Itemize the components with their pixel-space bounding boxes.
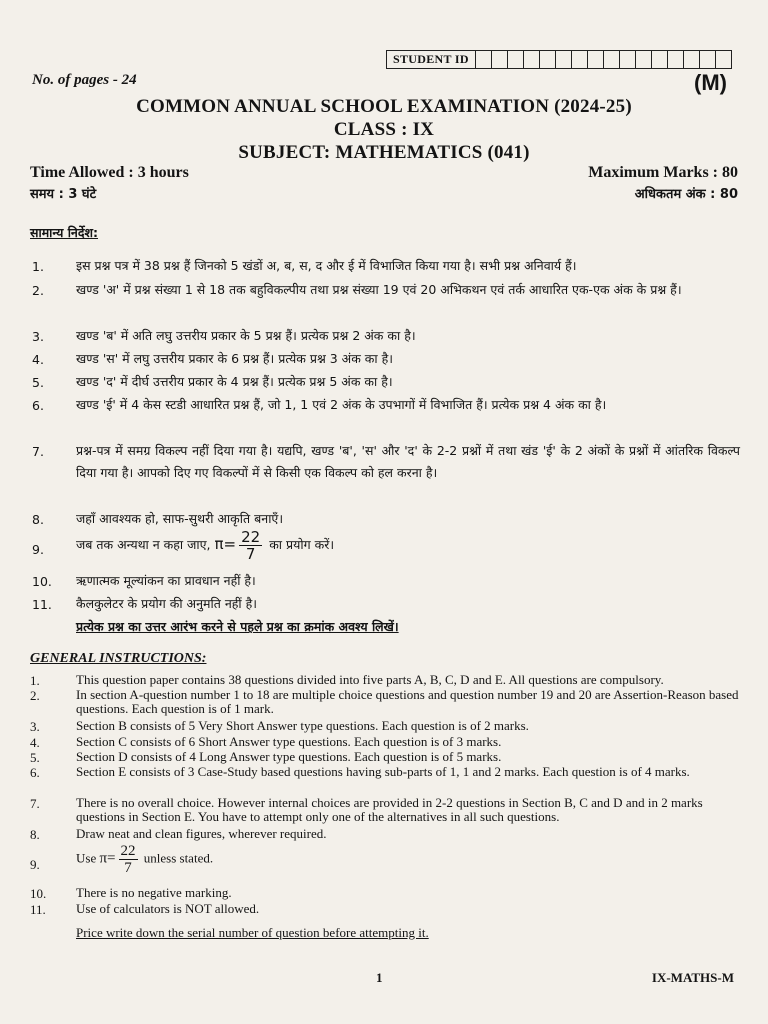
hindi-instruction: खण्ड 'ई' में 4 केस स्टडी आधारित प्रश्न हैं, जो 1, 1 एवं 2 अंक के उपभागों में विभाजित हैं। प्रत्येक प्रश्न 4 अंक का है। — [76, 397, 607, 412]
english-instruction: Draw neat and clean figures, wherever required. — [76, 826, 327, 841]
english-pi-prefix: Use — [76, 850, 97, 866]
time-allowed: Time Allowed : 3 hours — [30, 164, 189, 181]
hindi-instruction: खण्ड 'द' में दीर्घ उत्तरीय प्रकार के 4 प्रश्न हैं। प्रत्येक प्रश्न 5 अंक का है। — [76, 374, 393, 389]
list-item-number: 10. — [32, 574, 52, 589]
english-instruction: Section D consists of 4 Long Answer type questions. Each question is of 5 marks. — [76, 749, 502, 764]
hindi-instructions-heading: सामान्य निर्देश: — [30, 225, 99, 240]
list-item-number: 11. — [30, 902, 46, 917]
english-instruction: Section C consists of 6 Short Answer type questions. Each question is of 3 marks. — [76, 734, 502, 749]
student-id-cell — [668, 51, 684, 68]
student-id-label: STUDENT ID — [387, 51, 476, 68]
english-instruction: In section A-question number 1 to 18 are multiple choice questions and question number 19 and 20 are Assertion-Reason based questions. Each question is of 1 mark. — [76, 687, 739, 716]
fraction-numerator: 22 — [241, 528, 261, 546]
time-allowed-hindi: समय : 3 घंटे — [30, 187, 97, 202]
list-item-number: 1. — [30, 673, 40, 688]
english-instruction: This question paper contains 38 questions divided into five parts A, B, C, D and E. All questions are compulsory. — [76, 672, 664, 687]
list-item-number: 3. — [32, 329, 44, 344]
student-id-cell — [684, 51, 700, 68]
list-item-number: 9. — [30, 857, 40, 872]
fraction-denominator: 7 — [245, 545, 256, 563]
list-item-number: 1. — [32, 259, 44, 274]
english-footer-note: Price write down the serial number of question before attempting it. — [76, 925, 429, 940]
hindi-instruction: इस प्रश्न पत्र में 38 प्रश्न हैं जिनको 5 खंडों अ, ब, स, द और ई में विभाजित किया गया है। सभी प्रश्न अनिवार्य हैं। — [76, 258, 577, 273]
fraction — [119, 843, 138, 876]
list-item-number: 7. — [32, 444, 44, 459]
english-instruction: Section B consists of 5 Very Short Answer type questions. Each question is of 2 marks. — [76, 718, 529, 733]
maximum-marks-hindi: अधिकतम अंक : 80 — [634, 187, 738, 202]
student-id-cell — [508, 51, 524, 68]
hindi-instruction: जहाँ आवश्यक हो, साफ-सुथरी आकृति बनाएँ। — [76, 511, 284, 526]
student-id-cell — [588, 51, 604, 68]
list-item-number: 3. — [30, 719, 40, 734]
list-item-number: 11. — [32, 597, 52, 612]
student-id-cell — [524, 51, 540, 68]
pi-symbol: π — [99, 850, 108, 867]
student-id-cell — [572, 51, 588, 68]
list-item-number: 6. — [32, 398, 44, 413]
list-item-number: 2. — [32, 283, 44, 298]
hindi-instruction: ऋणात्मक मूल्यांकन का प्रावधान नहीं है। — [76, 573, 256, 588]
student-id-cell — [636, 51, 652, 68]
student-id-cell — [556, 51, 572, 68]
student-id-cell — [604, 51, 620, 68]
list-item-number: 6. — [30, 765, 40, 780]
exam-title: COMMON ANNUAL SCHOOL EXAMINATION (2024-25) — [136, 96, 632, 117]
hindi-instruction: प्रश्न-पत्र में समग्र विकल्प नहीं दिया गया है। यद्यपि, खण्ड 'ब', 'स' और 'द' के 2-2 प्रश्नों में तथा खंड 'ई' के 2 अंकों के प्रश्नों में आंतरिक विकल्प दिया गया है। आपको दिए गए विकल्पों में से किसी एक विकल्प को हल करना है। — [76, 443, 740, 480]
english-instruction: Section E consists of 3 Case-Study based questions having sub-parts of 1, 1 and 2 marks. Each question is of 4 marks. — [76, 764, 690, 779]
pi-symbol: π — [214, 535, 224, 553]
fraction-denominator: 7 — [124, 860, 132, 876]
list-item-number: 7. — [30, 796, 40, 811]
hindi-instruction: खण्ड 'स' में लघु उत्तरीय प्रकार के 6 प्रश्न हैं। प्रत्येक प्रश्न 3 अंक का है। — [76, 351, 393, 366]
list-item-number: 5. — [32, 375, 44, 390]
hindi-instruction: कैलकुलेटर के प्रयोग की अनुमति नहीं है। — [76, 596, 257, 611]
list-item-number: 10. — [30, 886, 47, 901]
list-item-number: 8. — [32, 512, 44, 527]
page-count: No. of pages - 24 — [32, 72, 137, 88]
english-instruction: Use of calculators is NOT allowed. — [76, 901, 260, 916]
list-item-number: 8. — [30, 827, 40, 842]
student-id-cell — [492, 51, 508, 68]
list-item-number: 2. — [30, 688, 40, 703]
list-item-number: 4. — [30, 735, 40, 750]
student-id-cell — [620, 51, 636, 68]
paper-code: IX-MATHS-M — [651, 970, 734, 985]
paper-variant: (M) — [694, 70, 727, 95]
general-instructions-heading: GENERAL INSTRUCTIONS: — [30, 651, 207, 666]
hindi-instruction-pi — [76, 529, 740, 562]
class-title: CLASS : IX — [333, 119, 435, 140]
student-id-cell — [652, 51, 668, 68]
page-number: 1 — [376, 970, 383, 985]
english-instruction: There is no negative marking. — [76, 885, 232, 900]
maximum-marks: Maximum Marks : 80 — [588, 164, 738, 181]
list-item-number: 5. — [30, 750, 40, 765]
list-item-number: 9. — [32, 542, 44, 557]
hindi-pi-suffix: का प्रयोग करें। — [269, 537, 335, 552]
student-id-cell — [716, 51, 731, 68]
equals-sign: = — [107, 850, 116, 867]
subject-title: SUBJECT: MATHEMATICS (041) — [238, 142, 530, 163]
english-instruction-pi — [76, 843, 740, 876]
english-instruction: There is no overall choice. However internal choices are provided in 2-2 questions in Section B, C and D and in 2 marks questions in Section E. You have to attempt only one of the alternatives in all such questions. — [76, 795, 703, 824]
fraction — [239, 529, 262, 562]
hindi-instruction: खण्ड 'अ' में प्रश्न संख्या 1 से 18 तक बहुविकल्पीय तथा प्रश्न संख्या 19 एवं 20 अभिकथन एवं तर्क आधारित एक-एक अंक के प्रश्न हैं। — [76, 282, 682, 297]
hindi-footer-note: प्रत्येक प्रश्न का उत्तर आरंभ करने से पहले प्रश्न का क्रमांक अवश्य लिखें। — [76, 619, 399, 634]
student-id-cell — [540, 51, 556, 68]
fraction-numerator: 22 — [120, 843, 136, 859]
student-id-cell — [476, 51, 492, 68]
hindi-instruction: खण्ड 'ब' में अति लघु उत्तरीय प्रकार के 5 प्रश्न हैं। प्रत्येक प्रश्न 2 अंक का है। — [76, 328, 416, 343]
english-pi-suffix: unless stated. — [143, 850, 214, 866]
student-id-box — [386, 50, 732, 69]
student-id-cell — [700, 51, 716, 68]
hindi-pi-prefix: जब तक अन्यथा न कहा जाए, — [76, 537, 211, 552]
equals-sign: = — [223, 535, 237, 553]
list-item-number: 4. — [32, 352, 44, 367]
